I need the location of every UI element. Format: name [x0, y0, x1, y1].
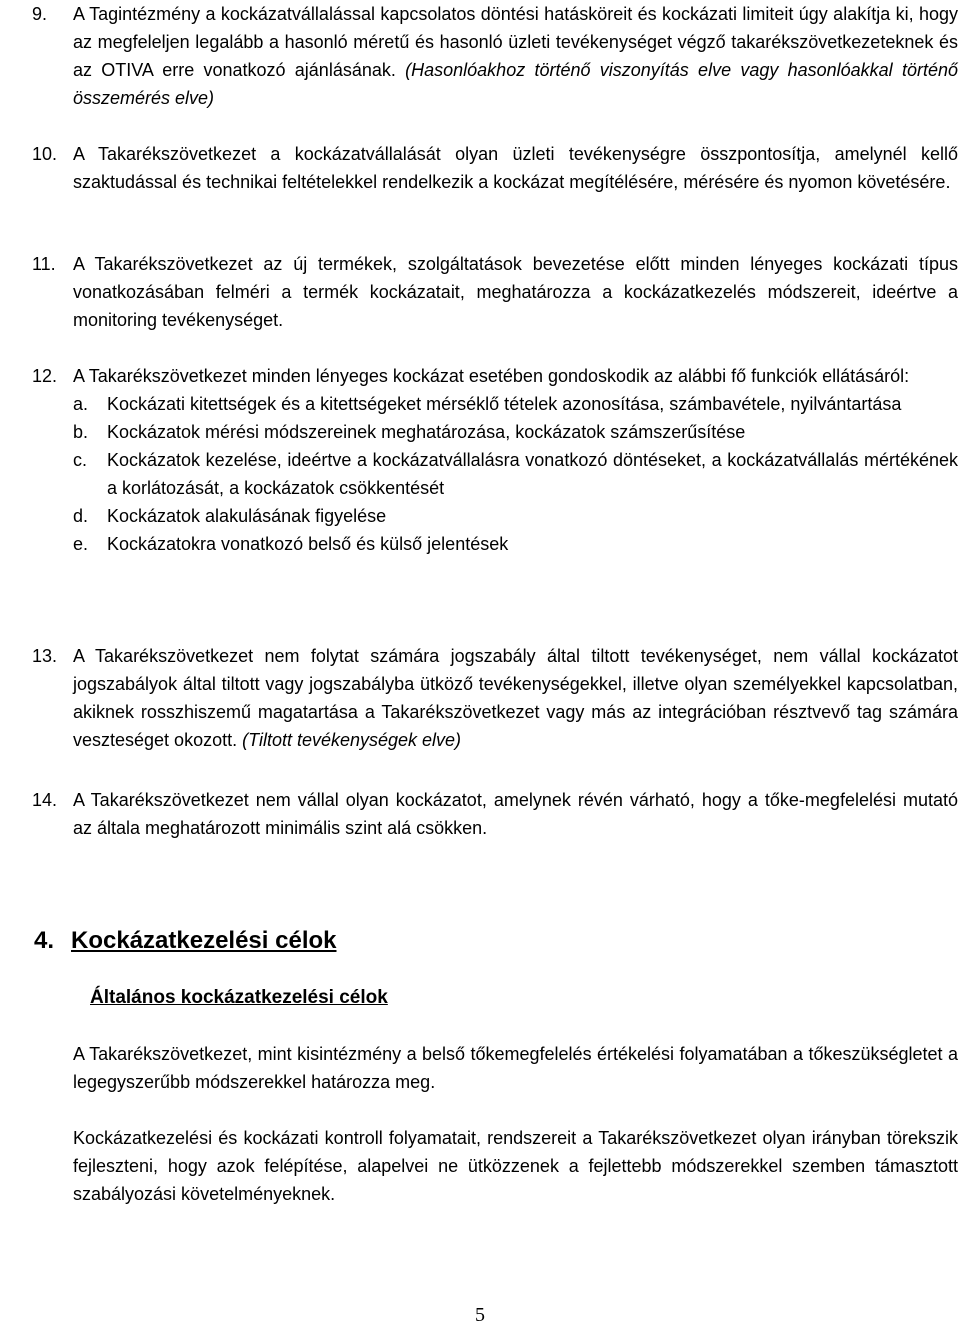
item-number: 13.	[32, 646, 58, 666]
item-letter: e.	[73, 534, 89, 554]
item-text: Kockázatok mérési módszereinek meghatározása, kockázatok számszerűsítése	[107, 422, 746, 442]
item-body: A Takarékszövetkezet az új termékek, szolgáltatások bevezetése előtt minden lényeges kockázati típus vonatkozásában felméri a termék kockázatait, meghatározza a kockázatkezelés módszereit, ideértve a monitoring tevékenységet.	[73, 254, 958, 330]
item-text: Kockázatok kezelése, ideértve a kockázatvállalásra vonatkozó döntéseket, a kockázatvállalás mértékének a korlátozását, a kockázatok csökkentését	[107, 450, 958, 498]
item-body	[73, 0, 958, 112]
item-text: Kockázatokra vonatkozó belső és külső jelentések	[107, 534, 509, 554]
item-letter: d.	[73, 506, 89, 526]
function-item-e	[73, 530, 958, 558]
item-number: 14.	[32, 790, 58, 810]
paragraph: A Takarékszövetkezet, mint kisintézmény a belső tőkemegfelelés értékelési folyamatában a tőkeszükségletet a legegyszerűbb módszerekkel határozza meg.	[73, 1044, 958, 1092]
function-list	[73, 390, 958, 558]
list-item-14	[32, 786, 958, 842]
item-body: A Takarékszövetkezet nem vállal olyan kockázatot, amelynek révén várható, hogy a tőke-megfelelési mutató az általa meghatározott minimális szint alá csökken.	[73, 790, 958, 838]
item-letter: c.	[73, 450, 88, 470]
paragraph: Kockázatkezelési és kockázati kontroll folyamatait, rendszereit a Takarékszövetkezet olyan irányban törekszik fejleszteni, hogy azok felépítése, alapelvei ne ütközzenek a fejlettebb módszerekkel szemben támasztott szabályozási követelményeknek.	[73, 1128, 958, 1204]
item-principle: (Tiltott tevékenységek elve)	[242, 730, 462, 750]
item-text: A Takarékszövetkezet minden lényeges kockázat esetében gondoskodik az alábbi fő funkciók ellátásáról:	[73, 366, 910, 386]
list-item-11	[32, 250, 958, 334]
item-text: A Tagintézmény a kockázatvállalással kapcsolatos döntési hatásköreit és kockázati limiteit úgy alakítja ki, hogy az megfeleljen legalább a hasonló méretű és hasonló üzleti tevékenységet végző takarékszövetkezeteknek és az OTIVA erre vonatkozó ajánlásának.	[73, 4, 958, 80]
item-number: 9.	[32, 4, 48, 24]
list-item-9	[32, 0, 958, 112]
item-body	[73, 362, 958, 558]
item-text: Kockázatok alakulásának figyelése	[107, 506, 387, 526]
section-number: 4.	[34, 927, 55, 954]
item-number: 11.	[32, 254, 56, 274]
list-item-12	[32, 362, 958, 558]
item-letter: a.	[73, 394, 89, 414]
function-item-a	[73, 390, 958, 418]
list-item-13	[32, 642, 958, 754]
item-principle: (Hasonlóakhoz történő viszonyítás elve vagy hasonlóakkal történő összemérés elve)	[73, 60, 958, 108]
item-body	[73, 642, 958, 754]
subsection-heading: Általános kockázatkezelési célok	[90, 987, 388, 1008]
item-number: 10.	[32, 144, 58, 164]
item-number: 12.	[32, 366, 58, 386]
item-text: A Takarékszövetkezet nem folytat számára jogszabály által tiltott tevékenységet, nem vállal kockázatot jogszabályok által tiltott vagy jogszabályba ütköző tevékenységekkel, illetve olyan személyekkel kapcsolatban, akiknek rosszhiszemű magatartása a Takarékszövetkezet vagy más az integrációban résztvevő tag számára veszteséget okozott.	[73, 646, 958, 750]
list-item-10	[32, 140, 958, 196]
function-item-c	[73, 446, 958, 502]
function-item-d	[73, 502, 958, 530]
item-letter: b.	[73, 422, 89, 442]
section-heading	[34, 924, 337, 958]
section-title: Kockázatkezelési célok	[71, 927, 337, 954]
item-text: Kockázati kitettségek és a kitettségeket mérséklő tételek azonosítása, számbavétele, nyilvántartása	[107, 394, 902, 414]
function-item-b	[73, 418, 958, 446]
item-body: A Takarékszövetkezet a kockázatvállalását olyan üzleti tevékenységre összpontosítja, amelynél kellő szaktudással és technikai feltételekkel rendelkezik a kockázat megítélésére, mérésére és nyomon követésére.	[73, 144, 958, 192]
page-number: 5	[475, 1304, 485, 1326]
